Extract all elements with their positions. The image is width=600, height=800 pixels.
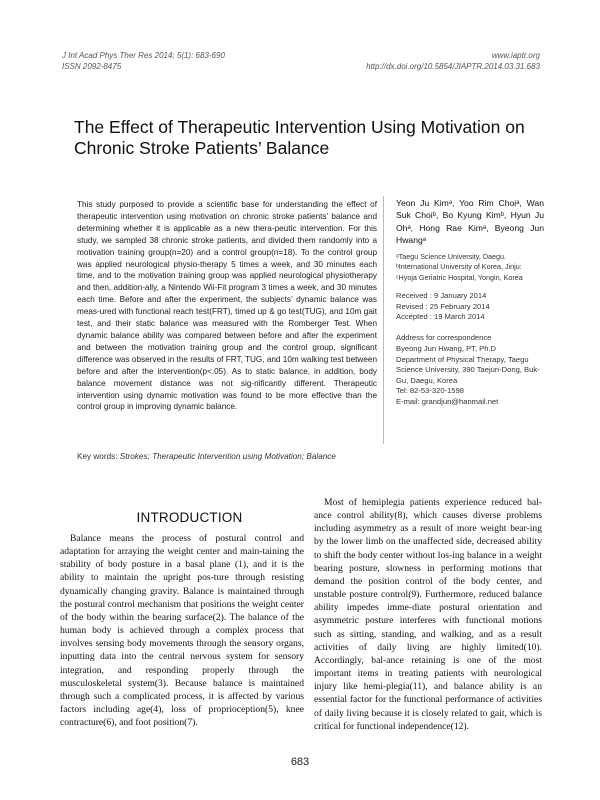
author-info [396,197,544,407]
article-dates [396,291,544,323]
correspondence-name: Byeong Jun Hwang, PT, Ph.D [396,344,497,354]
column-divider [383,196,384,444]
abstract [77,199,377,413]
received-date: Received : 9 January 2014 [396,291,487,301]
intro-paragraph-right: Most of hemiplegia patients experience reduced bal-ance control ability(8), which causes diverse problems including asymmetry as a result of more weight bear-ing by the lower limb on the unaffected side, decreased ability to shift the body center without los-ing balance in a weight bearing posture, slowness in performing motions that demand the position control of the body center, and unstable posture control(9). Furthermore, reduced balance ability impedes imme-diate postural orientation and asymmetric posture interferes with functional motions such as sitting, standing, and walking, and as a result activities of daily living are highly limited(10). Accordingly, bal-ance retaining is one of the most important items in treating patients with neurological injury like hemi-plegia(11), and balance ability is an essential factor for the functional performance of activities of daily living because it is closely related to gait, which is critical for functional independence(12). [314,497,542,732]
title-line-2: Chronic Stroke Patients’ Balance [74,138,330,158]
correspondence-title: Address for correspondence [396,332,492,342]
section-heading-introduction: INTRODUCTION [136,510,243,525]
revised-date: Revised : 25 February 2014 [396,301,490,311]
accepted-date: Accepted : 19 March 2014 [396,312,485,322]
correspondence-address: Department of Physical Therapy, Taegu Science University, 390 Taejun-Dong, Buk-Gu, Daegu, Korea [396,354,540,385]
journal-links [366,50,540,72]
intro-paragraph-left: Balance means the process of postural control and adaptation for arraying the weight center and main-taining the stability of body posture in a basal plane (1), and it is the ability to maintain the upright pos-ture through resisting dynamically changing gravity. Balance is maintained through the postural control mechanism that positions the weight center of the body within the bearing surface(2). The balance of the human body is achieved through a complex process that involves sensing body movements through the sensory organs, inputting data into the central nervous system for sensory integration, and responding properly through the musculoskeletal system(3). Because balance is maintained through such a complicated process, it is affected by various factors including age(4), loss of proprioception(5), knee contracture(6), and foot position(7). [60,533,304,729]
title-line-1: The Effect of Therapeutic Intervention Using Motivation on [74,117,525,137]
author-list: Yeon Ju Kimᵃ, Yoo Rim Choiᵃ, Wan Suk Choiᵇ, Bo Kyung Kimᵇ, Hyun Ju Ohᵃ, Hong Rae Kimᵃ, Byeong Jun Hwangᵃ [396,198,544,245]
journal-citation: J Int Acad Phys Ther Res 2014; 5(1): 683-690 [62,51,225,60]
correspondence-email[interactable]: E-mail: grandjun@hanmail.net [396,396,499,406]
paper-title [74,117,544,159]
abstract-text: This study purposed to provide a scientific base for understanding the effect of therapeutic intervention using motivation on chronic stroke patients’ balance and determining whether it is applicable as a new thera-peutic intervention. For this study, we sampled 38 chronic stroke patients, and divided them randomly into a motivation training group(n=20) and a control group(n=18). To the control group was applied neurological physio-therapy 5 times a week, and 30 minutes each time, and to the motivation training group was applied neurological physiotherapy and then, addition-ally, a Nintendo Wii-Fit program 3 times a week, and 30 minutes each time. Before and after the experiment, the subjects’ dynamic balance was meas-ured with functional reach test(FRT), timed up & go test(TUG), and 10m gait test, and their static balance was measured with the Romberger Test. When dynamic balance ability was compared between before and after the experiment and between the motivation training group and the control group, significant difference was observed in the results of FRT, TUG, and 10m walking test between before and after the intervention(p<.05). As to static balance, in addition, body balance movement distance was not sig-nificantly different. Therapeutic intervention using dynamic motivation was found to be more effective than the control group in improving dynamic balance. [77,200,377,412]
issn: ISSN 2092-8475 [62,62,122,71]
affiliations: ᵃTaegu Science University, Daegu. ᵇInternational University of Korea, Jinju: ᶜHyoja Geriatric Hospital, Yongin, Korea [396,252,523,282]
correspondence-tel: Tel: 82-53-320-1598 [396,386,464,396]
keywords-label: Key words: [77,452,118,461]
journal-header [62,50,225,72]
correspondence [396,333,544,408]
doi-link[interactable]: http://dx.doi.org/10.5854/JIAPTR.2014.03.31.683 [366,62,540,71]
page-number: 683 [290,756,310,768]
keywords [77,452,397,461]
website-link[interactable]: www.iaptr.org [491,51,540,60]
keywords-text: Strokes; Therapeutic Intervention using Motivation; Balance [119,452,336,461]
